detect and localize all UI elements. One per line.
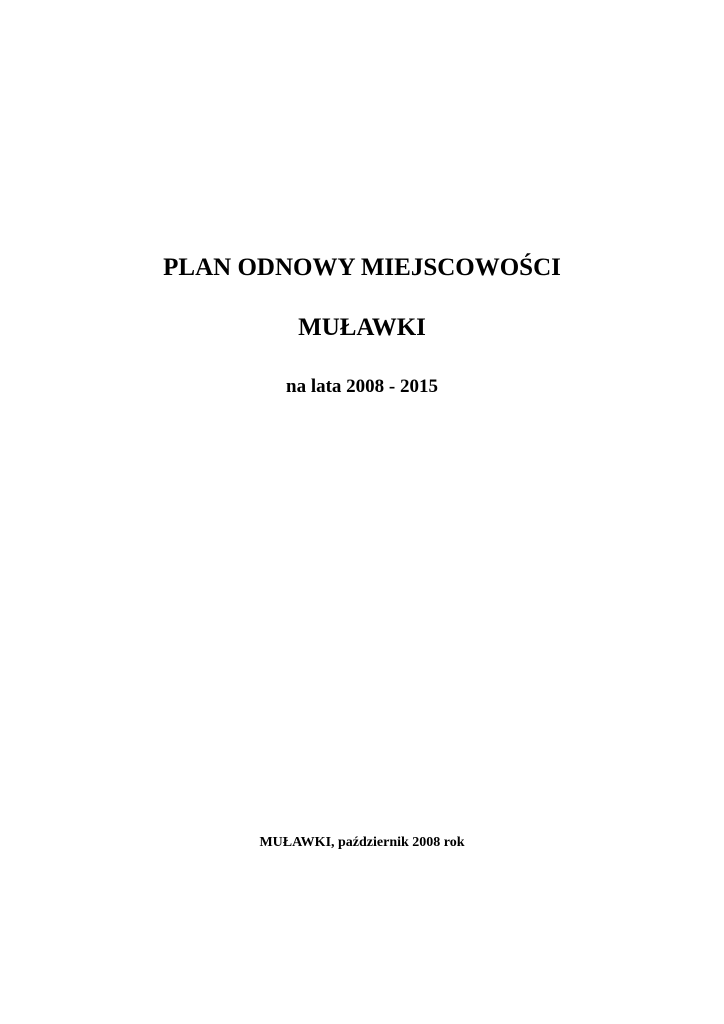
document-years: na lata 2008 - 2015 xyxy=(286,376,438,397)
document-title: PLAN ODNOWY MIEJSCOWOŚCI xyxy=(163,254,561,281)
document-place-name: MUŁAWKI xyxy=(298,314,426,341)
document-footer: MUŁAWKI, październik 2008 rok xyxy=(259,835,465,850)
